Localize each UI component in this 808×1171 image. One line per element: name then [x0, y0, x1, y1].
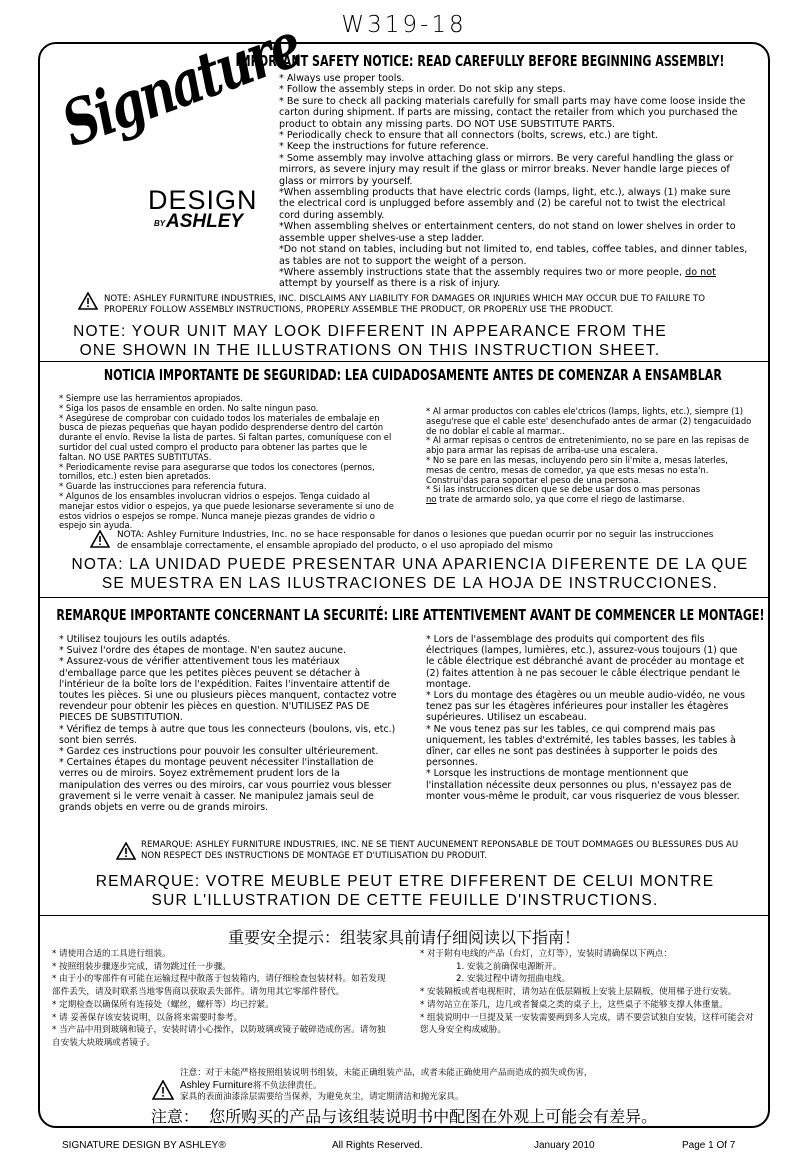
logo-script: Signature: [52, 8, 310, 162]
chinese-item: * 当产品中用到玻璃和镜子，安装时请小心操作，以防玻璃或镜子破碎造成伤害。请勿独自安装大块玻璃或者镜子。: [52, 1025, 386, 1048]
spanish-right-end: trate de armardo solo, ya que corre el riego de lastimarse.: [436, 494, 685, 505]
french-right: * Lors de l'assemblage des produits qui comportent des fils électriques (lampes, lumières, etc.), assurez-vous toujours (1) que le câble électrique est débranché avant de procéder au montage et (2) faites attention à ne pas secouer le câble électrique pendant le montage. * Lors du montage des étagères ou un meuble audio-vidéo, ne vous tenez pas sur les étagères inférieures pour installer les étagères supérieures. Utilisez un escabeau. * Ne vous tenez pas sur les tables, ce qui comprend mais pas uniquement, les tables d'extrémité, les tables basses, les tables à dîner, car elles ne sont pas destinées à supporter le poids des personnes. * Lorsque les instructions de montage mentionnent que l'installation nécessite deux personnes ou plus, n'essayez pas de monter vous-même le produit, car vous risqueriez de vous blesser.: [426, 634, 746, 802]
english-item: * Keep the instructions for future reference.: [279, 141, 489, 153]
warning-triangle-icon: [116, 842, 136, 860]
french-warning: REMARQUE: ASHLEY FURNITURE INDUSTRIES, INC. NE SE TIENT AUCUNEMENT REPONSABLE DE TOUT DOMMAGES OU BLESSURES DUS AU NON RESPECT DES INSTRUCTIONS DE MONTAGE ET D'UTILISATION DU PRODUIT.: [141, 840, 739, 861]
chinese-note: 注意： 您所购买的产品与该组装说明书中配图在外观上可能会有差异。: [150, 1107, 658, 1126]
english-item-emphasis: do not: [685, 266, 716, 278]
chinese-item: 2. 安装过程中请勿扭曲电线。: [456, 974, 571, 985]
spanish-title: NOTICIA IMPORTANTE DE SEGURIDAD: LEA CUIDADOSAMENTE ANTES DE COMENZAR A ENSAMBLAR: [103, 366, 722, 384]
warning-triangle-icon: [152, 1080, 174, 1100]
chinese-item: * 组装说明中一旦提及某一安装需要两到多人完成，请不要尝试独自安装，这样可能会对您人身安全构成威胁。: [420, 1012, 754, 1036]
chinese-item: * 按照组装步骤逐步完成，请勿跳过任一步骤。: [52, 961, 231, 972]
footer-page: Page 1 Of 7: [682, 1140, 736, 1151]
warning-triangle-icon: [78, 292, 98, 310]
chinese-warning-line: 家具的表面油漆涂层需要给当保养，为避免灰尘，请定期清洁和抛光家具。: [180, 1092, 464, 1102]
english-item: * Periodically check to ensure that all connectors (bolts, screws, etc.) are tight.: [279, 130, 658, 142]
chinese-warning: [180, 1068, 740, 1104]
english-item: * Always use proper tools.: [279, 73, 405, 84]
chinese-item: * 由于小的零部件有可能在运输过程中散落于包装箱内，请仔细检查包装材料。如若发现部件丢失，请及时联系当地零售商以获取丢失部件。请勿用其它零部件替代。: [52, 974, 386, 998]
chinese-warning-line: [180, 1080, 740, 1093]
chinese-item: * 定期检查以确保所有连接处（螺丝，螺杆等）均已拧紧。: [52, 999, 274, 1010]
chinese-item: * 请勿站立在茶几，边几或者餐桌之类的桌子上，这些桌子不能够支撑人体重量。: [420, 999, 728, 1010]
english-item: * Follow the assembly steps in order. Do not skip any steps.: [279, 84, 566, 96]
spanish-right: [426, 407, 756, 505]
footer-date: January 2010: [534, 1140, 595, 1151]
chinese-item: * 请 妥善保存该安装说明，以备将来需要时参考。: [52, 1012, 243, 1023]
footer-rights: All Rights Reserved.: [332, 1140, 423, 1151]
chinese-left: [52, 948, 392, 1050]
footer-brand: SIGNATURE DESIGN BY ASHLEY®: [62, 1140, 226, 1151]
spanish-left: * Siempre use las herramientos apropiados. * Siga los pasos de ensamble en orden. No salte ningun paso. * Asegúrese de comprobar con cuidado todos los materiales de embalaje en busca de piezas pequeñas que hayan podido desprenderse dentro del cartón durante el envío. Revise la lista de partes. Si faltan partes, comuníquese con el surtidor del cual usted compro el producto para obtener las partes que le faltan. NO USE PARTES SUBTITUTAS. * Periodicamente revise para asegurarse que todos los conectores (pernos, tornillos, etc.) esten bien apretados. * Guarde las instrucciones para referencia futura. * Algunos de los ensambles involucran vidrios o espejos. Tenga cuidado al manejar estos vidior o espejos, ya que puede lesionarse severamente si uno de estos vidrios o espejos se rompe. Nunca maneje piezas grandes de vidrio o espejo sin ayuda.: [59, 393, 394, 531]
signature-design-logo: [48, 8, 310, 245]
french-title: REMARQUE IMPORTANTE CONCERNANT LA SECURITÉ: LIRE ATTENTIVEMENT AVANT DE COMMENCER LE MONTAGE!: [56, 606, 765, 624]
spanish-right-emphasis: no: [426, 494, 437, 505]
english-note: NOTE: YOUR UNIT MAY LOOK DIFFERENT IN APPEARANCE FROM THE ONE SHOWN IN THE ILLUSTRATIONS ON THIS INSTRUCTION SHEET.: [73, 323, 667, 359]
logo-by: BY: [154, 219, 166, 228]
section-divider: [38, 597, 770, 598]
logo-ashley: ASHLEY: [166, 211, 244, 232]
english-item: * Some assembly may involve attaching glass or mirrors. Be very careful handling the glass or mirrors, as severe injury may result if the glass or mirror breaks. Never handle large pieces of glass or mirrors by yourself.: [279, 152, 734, 187]
chinese-item: * 对于附有电线的产品（台灯，立灯等），安装时请确保以下两点：: [420, 949, 672, 959]
english-warning: NOTE: ASHLEY FURNITURE INDUSTRIES, INC. DISCLAIMS ANY LIABILITY FOR DAMAGES OR INJURIES WHICH MAY OCCUR DUE TO FAILURE TO PROPERLY FOLLOW ASSEMBLY INSTRUCTIONS, PROPERLY ASSEMBLE THE PRODUCT, OR PROPERLY USE THE PRODUCT.: [104, 294, 706, 315]
french-note: REMARQUE: VOTRE MEUBLE PEUT ETRE DIFFERENT DE CELUI MONTRE SUR L'ILLUSTRATION DE CETTE FEUILLE D'INSTRUCTIONS.: [95, 873, 715, 909]
english-items: [279, 73, 749, 290]
document-code: W319-18: [341, 12, 467, 38]
english-item: [279, 267, 749, 290]
chinese-title: 重要安全提示：组装家具前请仔细阅读以下指南！: [227, 928, 580, 947]
french-left: * Utilisez toujours les outils adaptés. * Suivez l'ordre des étapes de montage. N'en sautez aucune. * Assurez-vous de vérifier attentivement tous les matériaux d'emballage parce que les petites pièces peuvent se détacher à l'intérieur de la boîte lors de l'expédition. Faites l'inventaire attentif de toutes les pièces. Si une ou plusieurs pièces manquent, contactez votre revendeur pour obtenir les pièces en question. N'UTILISEZ PAS DE PIECES DE SUBSTITUTION. * Vérifiez de temps à autre que tous les connecteurs (boulons, vis, etc.) sont bien serrés. * Gardez ces instructions pour pouvoir les consulter ultérieurement. * Certaines étapes du montage peuvent nécessiter l'installation de verres ou de miroirs. Soyez extrêmement prudent lors de la manipulation des verres ou des miroirs, car vous pourriez vous blesser gravement si le verre venait à casser. Ne manipulez jamais seul de grands objets en verre ou de grands miroirs.: [59, 634, 397, 814]
english-item: * Be sure to check all packing materials carefully for small parts may have come loose inside the carton during shipment. If parts are missing, contact the retailer from which you purchased the product to obtain any missing parts. DO NOT USE SUBSTITUTE PARTS.: [279, 95, 746, 130]
logo-design: DESIGN: [148, 185, 258, 215]
english-item-text: attempt by yourself as there is a risk of injury.: [279, 278, 501, 290]
spanish-right-text: * Al armar productos con cables ele'ctricos (lamps, lights, etc.), siempre (1) asegu'rese que el cable este' desenchufado antes de armar (2) tengacuidado de no doblar el cable al marmar.. * Al armar repisas o centros de entretenimiento, no se pare en las repisas de abjo para armar las repisas de arriba-use una escalera. * No se pare en las mesas, incluyendo pero sin li'mite a, mesas laterles, mesas de centro, mesas de comedor, ya que ests mesas no esta'n. Construi'das para soportar el peso de una persona. * Si las instrucciones dicen que se debe usar dos o mas personas: [426, 406, 752, 495]
chinese-warning-line: 注意：对于未能严格按照组装说明书组装，未能正确组装产品，或者未能正确使用产品而造成的损失或伤害，: [180, 1068, 593, 1078]
english-item: *When assembling shelves or entertainment centers, do not stand on lower shelves in order to assemble upper shelves-use a step ladder.: [279, 221, 736, 244]
english-title: IMPORTANT SAFETY NOTICE: READ CAREFULLY BEFORE BEGINNING ASSEMBLY!: [235, 52, 725, 70]
chinese-item: * 安装隔板或者电视柜时，请勿站在低层隔板上安装上层隔板，使用梯子进行安装。: [420, 987, 737, 998]
english-item: *When assembling products that have electric cords (lamps, light, etc.), always (1) make sure the electrical cord is unplugged before assembly and (2) be careful not to twist the electrical cord during assembly.: [279, 187, 731, 221]
warning-triangle-icon: [90, 530, 110, 548]
section-divider: [38, 915, 770, 916]
chinese-item: * 请使用合适的工具进行组装。: [52, 949, 171, 959]
english-item: *Do not stand on tables, including but not limited to, end tables, coffee tables, and dinner tables, as tables are not to support the weight of a person.: [279, 244, 748, 267]
chinese-warning-text: 将不负法律责任。: [252, 1080, 322, 1091]
english-item-text: *Where assembly instructions state that the assembly requires two or more people,: [279, 266, 683, 278]
chinese-warning-brand: Ashley Furniture: [180, 1079, 253, 1091]
section-divider: [38, 361, 770, 362]
chinese-right: [420, 948, 755, 1037]
spanish-note: NOTA: LA UNIDAD PUEDE PRESENTAR UNA APARIENCIA DIFERENTE DE LA QUE SE MUESTRA EN LAS ILUSTRACIONES DE LA HOJA DE INSTRUCCIONES.: [71, 556, 749, 592]
spanish-warning: NOTA: Ashley Furniture Industries, Inc. no se hace responsable for danos o lesiones que puedan ocurrir por no seguir las instrucciones de ensamblaje correctamente, el ensamble apropiado del producto, o el uso apropiado del mismo: [117, 530, 714, 551]
chinese-item: 1. 安装之前确保电源断开。: [456, 961, 562, 972]
